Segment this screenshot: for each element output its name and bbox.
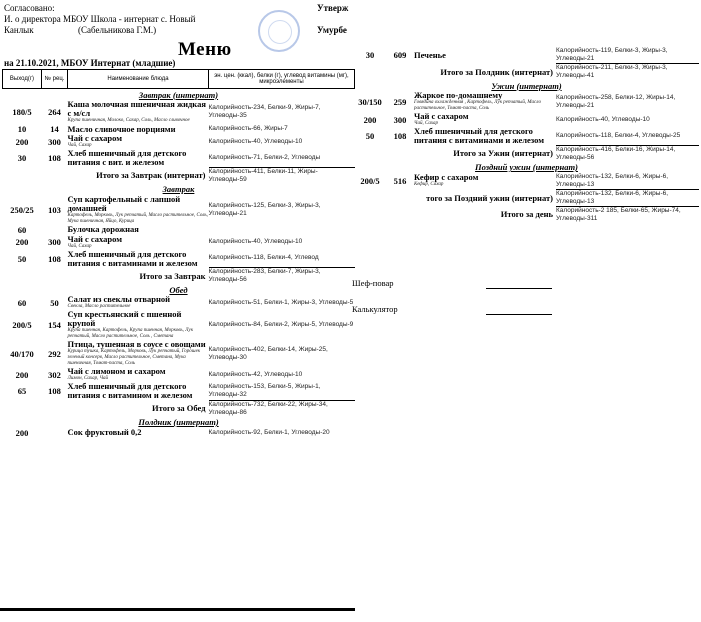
dish-name: Каша молочная пшеничная жидкая с м/сл: [67, 99, 206, 118]
total-row: [354, 189, 699, 206]
chef-label: Шеф-повар: [352, 278, 394, 288]
dish-nutrition: Калорийность-40, Углеводы-10: [208, 137, 303, 145]
dish-name: Суп картофельный с лапшой домашней: [67, 193, 181, 213]
dish-output: 50: [17, 253, 27, 264]
dish-name: Хлеб пшеничный для детского питания с витаминами и железом: [414, 126, 545, 145]
dish-name: Масло сливочное порциями: [67, 123, 176, 134]
dish-cell: [414, 127, 556, 145]
dish-output: 180/5: [12, 107, 32, 117]
accountant-label: Калькулятор: [352, 304, 398, 314]
dish-nutrition: Калорийность-66, Жиры-7: [208, 125, 288, 132]
dish-ingredients: Свекла, Масло растительное: [67, 304, 131, 309]
section-title: Поздний ужин (интернат): [475, 162, 578, 172]
section-title: Завтрак (интернат): [138, 89, 219, 100]
total-label: Итого за Полдник (интернат): [440, 66, 553, 77]
dish-row: [3, 382, 355, 400]
dish-ingredients: Кефир, Сахар: [414, 182, 444, 188]
dish-row: [3, 124, 355, 134]
col-nutr-header: эн. цен. (ккал), белки (г), углевод витамины (мг), микроэлементы: [209, 70, 355, 89]
dish-row: [3, 250, 355, 268]
section-title: Завтрак: [162, 184, 195, 194]
dish-cell: [68, 195, 209, 225]
dish-name: Суп крестьянский с пшенной крупой: [67, 309, 182, 328]
total-label: Итого за день: [500, 209, 553, 220]
dish-nutrition: [209, 225, 355, 235]
dish-recipe-number: 292: [48, 348, 61, 359]
dish-row: [3, 149, 355, 167]
dish-recipe-number: 50: [50, 297, 59, 308]
page-title: Меню: [178, 39, 232, 60]
dish-row: [354, 47, 699, 64]
dish-nutrition: Калорийность-51, Белки-1, Жиры-3, Углеводы-5: [208, 298, 354, 306]
dish-recipe-number: 14: [50, 124, 59, 134]
dish-output: 30: [17, 153, 27, 163]
dish-ingredients: Чай, Сахар: [67, 243, 92, 249]
total-nutrition: Калорийность-411, Белки-11, Жиры-Углеводы-59: [209, 167, 355, 184]
dish-row: [354, 91, 699, 112]
dish-ingredients: Крупа пшенная, Картофель, Крупа пшенная, Морковь, Лук репчатый, Масло растительное, Соль , Сметана: [67, 328, 194, 339]
dish-recipe-number: 103: [48, 204, 61, 215]
menu-table-right: [354, 47, 699, 223]
dish-cell: [68, 134, 209, 149]
dish-cell: [68, 100, 209, 124]
dish-name: Чай с сахаром: [67, 133, 123, 143]
dish-output: 200: [15, 237, 29, 247]
total-label: Итого за Завтрак (интернат): [96, 170, 206, 181]
dish-output: 200/5: [360, 175, 380, 186]
dish-nutrition: Калорийность-84, Белки-2, Жиры-5, Углеводы-9: [208, 321, 354, 328]
chef-signature-line: [486, 288, 552, 289]
dish-output: 60: [17, 224, 27, 235]
total-row: [3, 167, 355, 184]
dish-output: 10: [17, 124, 27, 134]
dish-output: 40/170: [10, 348, 34, 359]
dish-nutrition: Калорийность-92, Белки-1, Углеводы-20: [208, 428, 330, 436]
dish-ingredients: Чай, Сахар: [414, 121, 438, 126]
dish-row: [354, 173, 699, 190]
agreed-label: Согласовано:: [4, 3, 55, 13]
dish-cell: [68, 382, 209, 400]
dish-cell: [68, 149, 209, 167]
dish-row: [3, 295, 355, 310]
village-label: Канлык: [4, 25, 34, 35]
dish-nutrition: Калорийность-118, Белки-4, Углеводы-25: [556, 131, 681, 139]
section-title: Полдник (интернат): [138, 417, 219, 427]
dish-nutrition: Калорийность-234, Белки-9, Жиры-7, Углеводы-35: [208, 104, 321, 119]
dish-row: [3, 367, 355, 382]
dish-recipe-number: 108: [393, 131, 407, 141]
dish-name: Сок фруктовый 0,2: [67, 427, 142, 437]
total-row: [354, 64, 699, 81]
dish-nutrition: Калорийность-40, Углеводы-10: [208, 238, 303, 245]
total-label: Итого за Ужин (интернат): [453, 148, 553, 159]
dish-output: 200: [15, 136, 29, 147]
director-name: (Сабельникова Г.М.): [78, 25, 157, 35]
dish-recipe-number: 108: [48, 253, 61, 264]
total-nutrition: Калорийность-211, Белки-3, Жиры-3, Углеводы-41: [556, 64, 699, 81]
dish-ingredients: Лимон, Сахар, Чай: [67, 376, 109, 381]
dish-cell: [414, 173, 556, 190]
dish-output: 30: [365, 50, 375, 61]
bottom-rule: [0, 608, 355, 611]
dish-name: Печенье: [414, 49, 446, 60]
col-rec-header: № рец.: [42, 70, 68, 89]
dish-cell: [68, 295, 209, 310]
section-row: [354, 162, 699, 173]
dish-nutrition: Калорийность-119, Белки-3, Жиры-3, Углеводы-21: [556, 47, 668, 62]
dish-recipe-number: 516: [393, 175, 407, 186]
dish-name: Булочка дорожная: [67, 224, 139, 234]
date-line: на 21.10.2021, МБОУ Интернат (младшие): [4, 58, 176, 68]
dish-recipe-number: 300: [48, 237, 61, 247]
dish-row: [3, 340, 355, 367]
total-nutrition: Калорийность-132, Белки-6, Жиры-6, Углеводы-13: [556, 189, 699, 206]
dish-row: [354, 127, 699, 145]
dish-ingredients: Картофель, Морковь, Лук репчатый, Масло растительное, Соль, Мука пшеничная, Яйцо, Курица: [67, 212, 208, 224]
col-name-header: Наименование блюда: [68, 70, 209, 89]
dish-row: [3, 225, 355, 235]
total-row: [3, 400, 355, 417]
dish-nutrition: Калорийность-132, Белки-6, Жиры-6, Углеводы-13: [556, 172, 669, 188]
dish-nutrition: Калорийность-42, Углеводы-10: [208, 370, 303, 378]
accountant-signature-line: [486, 314, 552, 315]
dish-row: [3, 235, 355, 250]
dish-cell: [68, 250, 209, 268]
dish-name: Птица, тушенная в соусе с овощами: [67, 339, 206, 349]
dish-name: Хлеб пшеничный для детского питания с вит. и железом: [67, 148, 187, 167]
dish-recipe-number: 108: [48, 153, 61, 163]
section-row: [3, 417, 355, 428]
total-row: [3, 268, 355, 285]
dish-cell: [68, 310, 209, 340]
menu-table-left: [2, 69, 355, 438]
table-header-row: [3, 70, 355, 89]
dish-output: 250/25: [10, 204, 34, 215]
dish-nutrition: Калорийность-71, Белки-2, Углеводы: [208, 153, 321, 161]
total-row: [354, 145, 699, 162]
approved-label: Утверж: [317, 3, 349, 13]
dish-cell: [68, 235, 209, 250]
dish-row: [3, 100, 355, 124]
total-label: того за Поздний ужин (интернат): [426, 192, 553, 203]
dish-output: 60: [17, 297, 27, 308]
dish-row: [3, 428, 355, 438]
dish-row: [3, 134, 355, 149]
dish-output: 200: [363, 114, 377, 125]
dish-name: Салат из свеклы отварной: [67, 294, 170, 304]
total-nutrition: Калорийность-416, Белки-16, Жиры-14, Углеводы-56: [556, 145, 699, 162]
dish-ingredients: Чай, Сахар: [67, 143, 92, 148]
dish-recipe-number: 609: [393, 50, 407, 61]
section-title: Ужин (интернат): [491, 80, 562, 91]
dish-nutrition: Калорийность-153, Белки-5, Жиры-1, Углеводы-32: [208, 382, 321, 398]
director-line: И. о директора МБОУ Школа - интернат с. Новый: [4, 14, 196, 24]
dish-nutrition: Калорийность-258, Белки-12, Жиры-14, Углеводы-21: [556, 93, 676, 109]
dish-name: Чай с сахаром: [67, 233, 123, 244]
dish-output: 200: [15, 427, 29, 438]
dish-name: Хлеб пшеничный для детского питания с витамином и железом: [67, 381, 193, 400]
dish-cell: [68, 367, 209, 382]
dish-recipe-number: [42, 225, 68, 235]
dish-row: [354, 112, 699, 127]
dish-cell: [68, 340, 209, 367]
dish-nutrition: Калорийность-402, Белки-14, Жиры-25, Углеводы-30: [208, 345, 328, 361]
total-label: Итого за Завтрак: [139, 270, 206, 281]
dish-row: [3, 195, 355, 225]
dish-cell: [68, 428, 209, 438]
dish-nutrition: Калорийность-40, Углеводы-10: [556, 115, 650, 123]
col-out-header: Выход(г): [3, 70, 42, 89]
dish-nutrition: Калорийность-118, Белки-4, Углевод: [208, 254, 319, 262]
dish-output: 30/150: [358, 96, 382, 107]
total-nutrition: Калорийность-2 185, Белки-65, Жиры-74, Углеводы-311: [556, 206, 699, 223]
dish-recipe-number: 259: [393, 96, 407, 107]
dish-recipe-number: 154: [48, 320, 61, 330]
dish-name: Жаркое по-домашнему: [414, 90, 503, 100]
dish-name: Чай с сахаром: [414, 111, 469, 121]
total-row: [354, 206, 699, 223]
dish-cell: [68, 225, 209, 235]
dish-output: 200: [15, 369, 29, 380]
seal-stamp: [258, 10, 300, 52]
section-row: [3, 284, 355, 295]
dish-name: Хлеб пшеничный для детского питания с витаминами и железом: [67, 248, 198, 268]
dish-ingredients: Крупа пшеничная, Молоко, Сахар, Соль, Масло сливочное: [67, 118, 190, 123]
section-row: [354, 80, 699, 91]
dish-recipe-number: 108: [48, 386, 61, 396]
total-label: Итого за Обед: [152, 403, 206, 414]
dish-recipe-number: 300: [393, 114, 407, 125]
approved-name: Умурбе: [317, 25, 347, 35]
dish-ingredients: Говядина охлажденная , Картофель, Лук репчатый, Масло растительное, Томат-паста, Соль: [414, 100, 541, 111]
dish-output: 65: [17, 386, 27, 396]
dish-output: 50: [365, 131, 375, 141]
dish-recipe-number: [42, 428, 68, 438]
dish-name: Чай с лимоном и сахаром: [67, 366, 166, 376]
dish-cell: [414, 91, 556, 112]
section-row: [3, 184, 355, 195]
total-nutrition: Калорийность-732, Белки-22, Жиры-34, Углеводы-86: [209, 400, 355, 417]
dish-row: [3, 310, 355, 340]
dish-cell: [414, 112, 556, 127]
dish-ingredients: Курица тушка, Картофель, Морковь, Лук репчатый, Горошек зеленый консерв, Масло растительное, Сметана, Мука пшеничная, Томат-паста, Соль: [67, 349, 201, 366]
dish-recipe-number: 264: [48, 107, 61, 117]
dish-cell: [414, 47, 556, 64]
dish-recipe-number: 302: [48, 369, 61, 380]
dish-name: Кефир с сахаром: [414, 172, 479, 183]
dish-output: 200/5: [12, 320, 32, 330]
dish-nutrition: Калорийность-125, Белки-3, Жиры-3, Углеводы-21: [208, 201, 321, 217]
section-title: Обед: [169, 284, 188, 295]
total-nutrition: Калорийность-283, Белки-7, Жиры-3, Углеводы-56: [209, 268, 355, 285]
dish-recipe-number: 300: [48, 136, 61, 147]
